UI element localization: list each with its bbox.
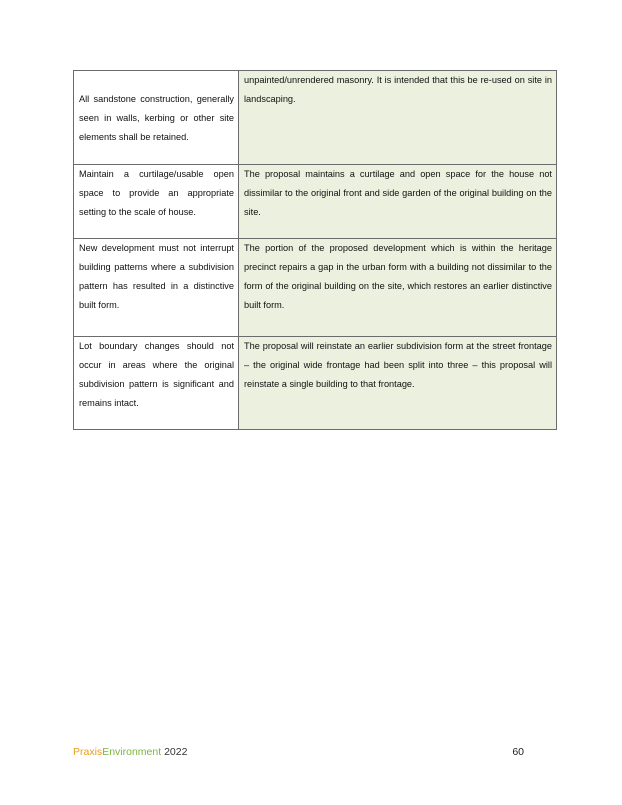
control-text: New development must not interrupt building patterns where a subdivision pattern has resulted in a distinctive built form.: [79, 243, 234, 310]
table-row: [74, 337, 557, 430]
response-text: The proposal will reinstate an earlier subdivision form at the street frontage – the original wide frontage had been split into three – this proposal will reinstate a single building to that frontage.: [244, 341, 552, 389]
response-cell: [239, 71, 557, 165]
control-cell: [74, 337, 239, 430]
brand-environment: Environment: [102, 746, 162, 758]
footer-year: 2022: [164, 746, 188, 758]
control-text: Lot boundary changes should not occur in areas where the original subdivision pattern is significant and remains intact.: [79, 341, 234, 408]
page-footer: [73, 746, 524, 758]
footer-brand: [73, 746, 187, 758]
response-text: The portion of the proposed development which is within the heritage precinct repairs a gap in the urban form with a building not dissimilar to the form of the original building on the site, which restores an earlier distinctive built form.: [244, 243, 552, 310]
table-row: [74, 239, 557, 337]
response-cell: [239, 337, 557, 430]
control-cell: [74, 165, 239, 239]
page-number: 60: [512, 746, 524, 758]
blank-line: [79, 71, 234, 90]
response-text: The proposal maintains a curtilage and open space for the house not dissimilar to the original front and side garden of the original building on the site.: [244, 169, 552, 217]
brand-praxis: Praxis: [73, 746, 103, 758]
table-row: [74, 165, 557, 239]
control-text: Maintain a curtilage/usable open space to provide an appropriate setting to the scale of house.: [79, 169, 234, 217]
control-cell: [74, 71, 239, 165]
heritage-assessment-table: [73, 70, 557, 430]
response-cell: [239, 165, 557, 239]
control-cell: [74, 239, 239, 337]
response-cell: [239, 239, 557, 337]
control-text: All sandstone construction, generally seen in walls, kerbing or other site elements shall be retained.: [79, 94, 234, 142]
response-text: unpainted/unrendered masonry. It is intended that this be re-used on site in landscaping.: [244, 75, 552, 104]
table-row: [74, 71, 557, 165]
